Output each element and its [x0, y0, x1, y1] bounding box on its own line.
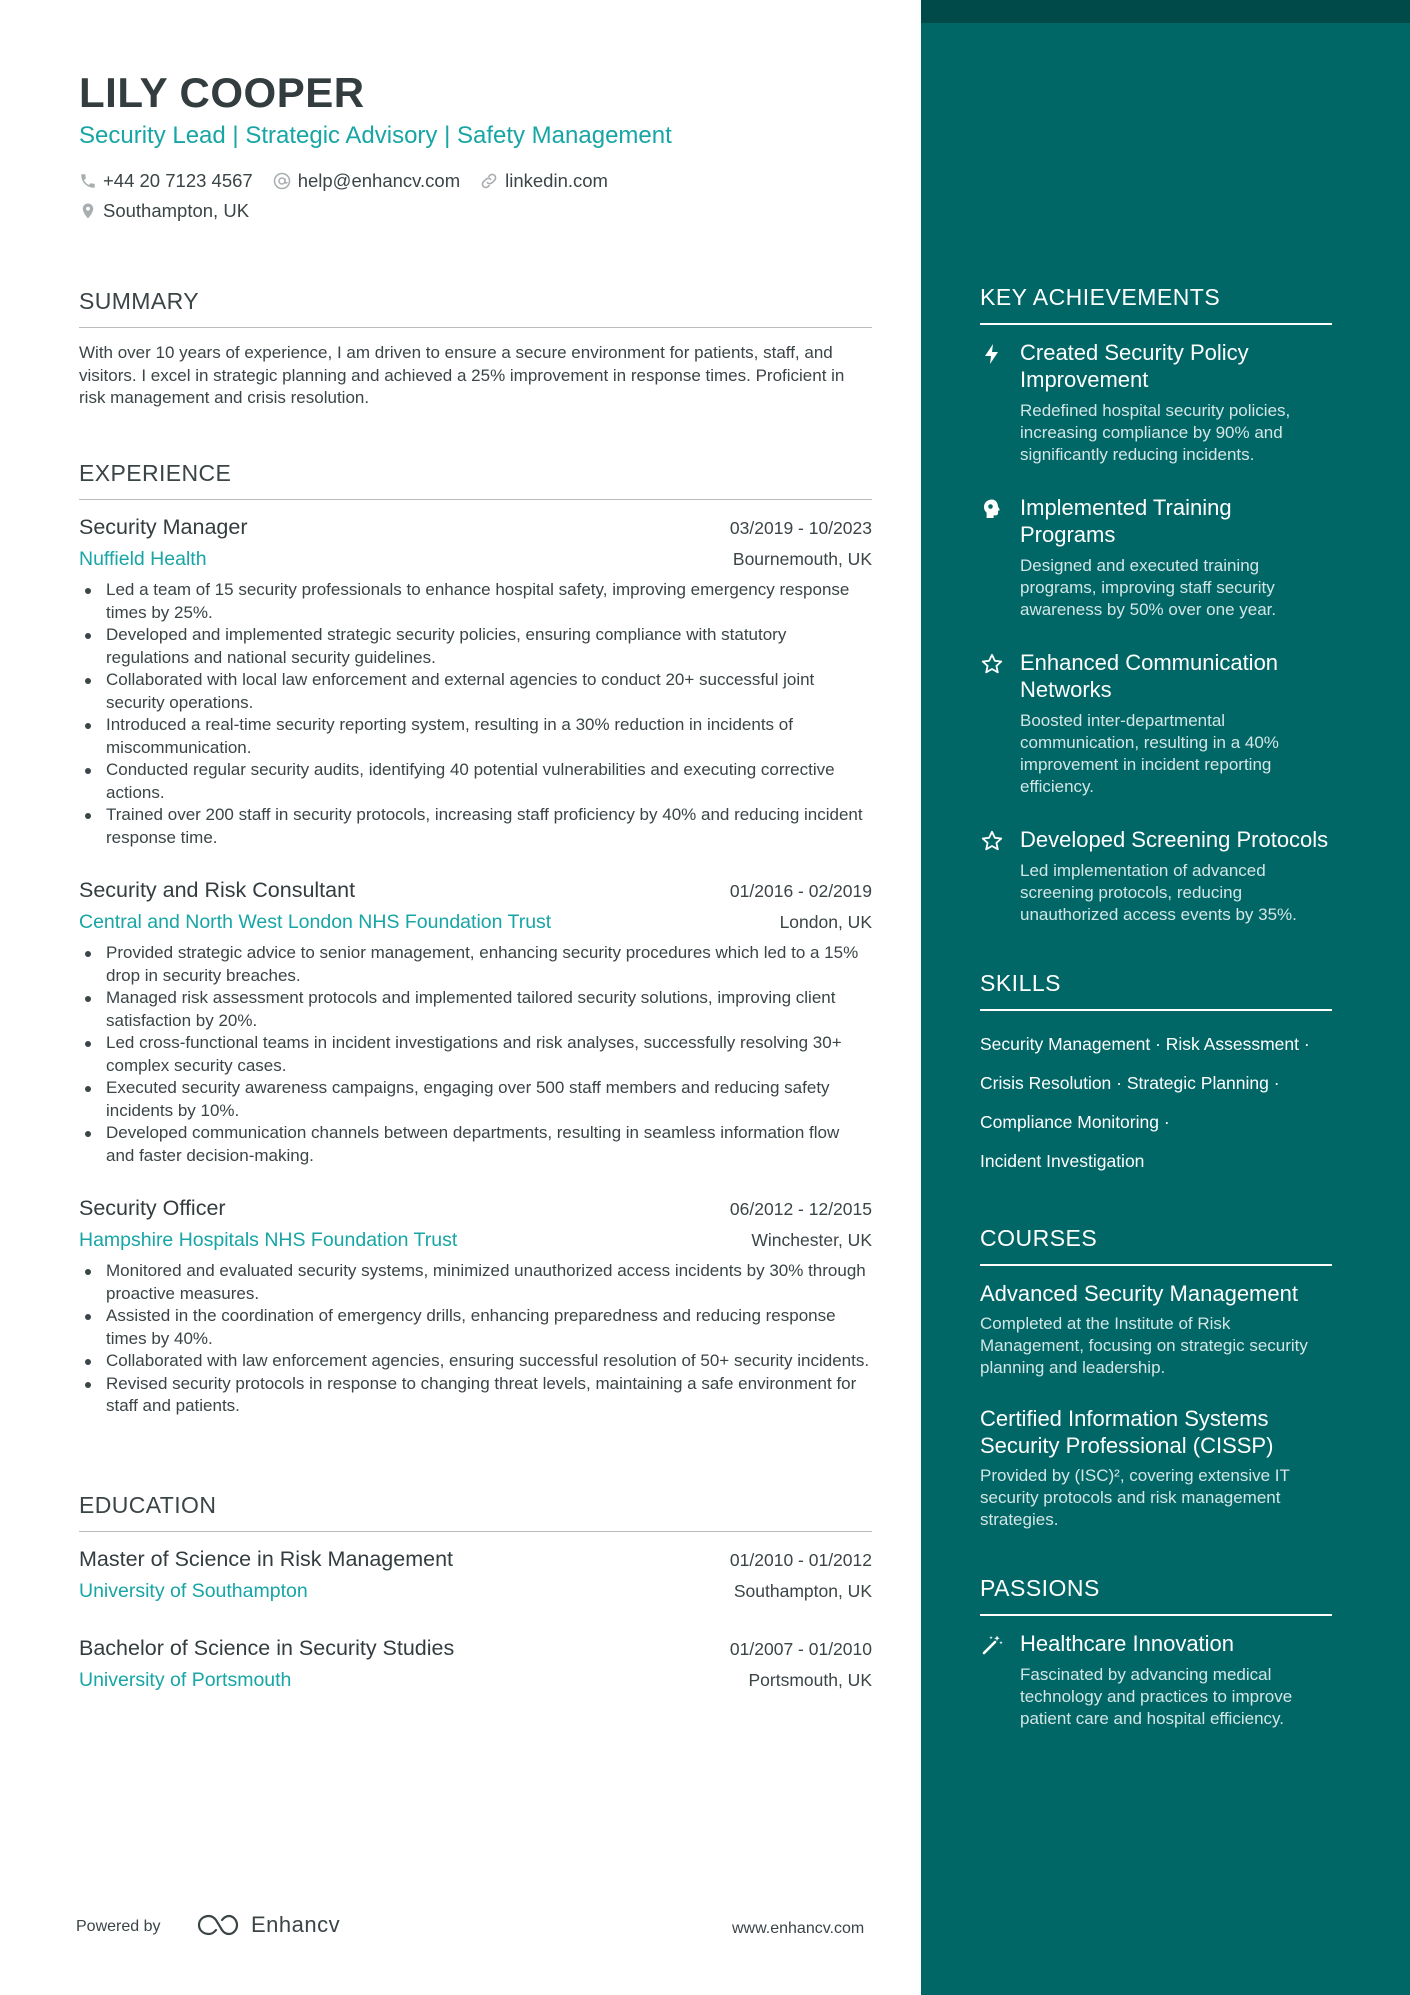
achievement-item — [980, 494, 1332, 621]
contact-email[interactable] — [272, 170, 460, 192]
bullet-item: Assisted in the coordination of emergency drills, enhancing preparedness and reducing response times by 40%. — [79, 1305, 872, 1350]
achievements-section — [980, 284, 1332, 926]
email-text[interactable]: help@enhancv.com — [297, 170, 461, 191]
lightning-icon — [980, 342, 1004, 366]
bullet-item: Executed security awareness campaigns, engaging over 500 staff members and reducing safety incidents by 10%. — [79, 1077, 872, 1122]
bullet-item: Provided strategic advice to senior management, enhancing security procedures which led to a 15% drop in security breaches. — [79, 942, 872, 987]
course-item — [980, 1405, 1332, 1531]
enhancv-logo[interactable] — [195, 1912, 340, 1938]
job-title: Security Manager — [79, 515, 248, 539]
footer-url[interactable]: www.enhancv.com — [732, 1920, 865, 1937]
course-item — [980, 1280, 1332, 1379]
summary-text: With over 10 years of experience, I am driven to ensure a secure environment for patients, staff, and visitors. I excel in strategic planning and achieved a 25% improvement in response times. Proficient in risk management and crisis resolution. — [79, 343, 845, 407]
job-dates: 01/2016 - 02/2019 — [729, 881, 872, 901]
education-heading: EDUCATION — [79, 1492, 872, 1532]
education-dates: 01/2007 - 01/2010 — [729, 1639, 872, 1659]
achievements-heading: KEY ACHIEVEMENTS — [980, 284, 1332, 325]
job-location: Bournemouth, UK — [732, 549, 872, 569]
sidebar — [921, 0, 1410, 1995]
job-bullets — [79, 579, 872, 849]
bullet-item: Introduced a real-time security reporting system, resulting in a 30% reduction in incidents of miscommunication. — [79, 714, 872, 759]
course-desc: Completed at the Institute of Risk Management, focusing on strategic security planning and leadership. — [980, 1314, 1308, 1377]
job-entry — [79, 1196, 872, 1418]
bullet-item: Monitored and evaluated security systems, minimized unauthorized access incidents by 30% through proactive measures. — [79, 1260, 872, 1305]
summary-heading: SUMMARY — [79, 288, 872, 328]
achievement-desc: Led implementation of advanced screening protocols, reducing unauthorized access events by 35%. — [1020, 861, 1297, 924]
star-icon — [980, 829, 1004, 853]
star-icon — [980, 652, 1004, 676]
school-name: University of Southampton — [79, 1580, 308, 1602]
job-company: Nuffield Health — [79, 548, 207, 570]
bullet-item: Collaborated with law enforcement agencies, ensuring successful resolution of 50+ security incidents. — [79, 1350, 872, 1373]
bullet-item: Revised security protocols in response to changing threat levels, maintaining a safe environment for staff and patients. — [79, 1373, 872, 1418]
achievement-item — [980, 826, 1332, 926]
location-text: Southampton, UK — [103, 200, 250, 221]
bullet-item: Conducted regular security audits, identifying 40 potential vulnerabilities and executing corrective actions. — [79, 759, 872, 804]
skills-line: Compliance Monitoring · — [980, 1112, 1170, 1132]
achievement-desc: Boosted inter-departmental communication, resulting in a 40% improvement in incident reporting efficiency. — [1020, 711, 1279, 796]
linkedin-text[interactable]: linkedin.com — [505, 170, 608, 191]
job-location: Winchester, UK — [751, 1230, 872, 1250]
bullet-item: Trained over 200 staff in security protocols, increasing staff proficiency by 40% and reducing incident response time. — [79, 804, 872, 849]
enhancv-logo-icon — [195, 1912, 241, 1938]
contact-phone — [79, 170, 253, 192]
job-company: Central and North West London NHS Foundation Trust — [79, 911, 552, 933]
job-title: Security and Risk Consultant — [79, 878, 356, 902]
skills-line: Incident Investigation — [980, 1151, 1145, 1171]
job-dates: 06/2012 - 12/2015 — [729, 1199, 872, 1219]
degree-title: Master of Science in Risk Management — [79, 1547, 454, 1571]
bullet-item: Led cross-functional teams in incident investigations and risk analyses, successfully resolving 30+ complex security cases. — [79, 1032, 872, 1077]
job-bullets — [79, 1260, 872, 1418]
bullet-item: Collaborated with local law enforcement and external agencies to conduct 20+ successful joint security operations. — [79, 669, 872, 714]
achievement-title: Enhanced Communication Networks — [1020, 650, 1279, 702]
brand-name: Enhancv — [251, 1912, 341, 1937]
experience-heading: EXPERIENCE — [79, 460, 872, 500]
skills-line: Security Management · Risk Assessment · — [980, 1034, 1310, 1054]
powered-by-label: Powered by — [76, 1918, 161, 1935]
job-title: Security Officer — [79, 1196, 226, 1220]
school-location: Southampton, UK — [733, 1581, 872, 1601]
course-title: Certified Information Systems Security Professional (CISSP) — [980, 1406, 1274, 1458]
passion-item — [980, 1630, 1332, 1730]
achievement-desc: Redefined hospital security policies, increasing compliance by 90% and significantly reducing incidents. — [1020, 401, 1291, 464]
job-entry — [79, 878, 872, 1167]
head-icon — [980, 497, 1004, 521]
contact-linkedin[interactable] — [479, 170, 608, 192]
contact-location — [79, 200, 249, 222]
achievement-title: Developed Screening Protocols — [1020, 827, 1329, 852]
skills-line: Crisis Resolution · Strategic Planning · — [980, 1073, 1280, 1093]
job-bullets — [79, 942, 872, 1167]
education-entry — [79, 1547, 872, 1603]
school-location: Portsmouth, UK — [748, 1670, 872, 1690]
passion-title: Healthcare Innovation — [1020, 1631, 1235, 1656]
job-location: London, UK — [779, 912, 872, 932]
bullet-item: Developed and implemented strategic security policies, ensuring compliance with statutory regulations and national security guidelines. — [79, 624, 872, 669]
passions-section — [980, 1575, 1332, 1730]
job-dates: 03/2019 - 10/2023 — [729, 518, 872, 538]
courses-heading: COURSES — [980, 1225, 1332, 1266]
passions-heading: PASSIONS — [980, 1575, 1332, 1616]
education-dates: 01/2010 - 01/2012 — [729, 1550, 872, 1570]
achievement-title: Implemented Training Programs — [1020, 495, 1232, 547]
degree-title: Bachelor of Science in Security Studies — [79, 1636, 455, 1660]
job-company: Hampshire Hospitals NHS Foundation Trust — [79, 1229, 458, 1251]
phone-icon — [79, 172, 97, 190]
achievement-item — [980, 649, 1332, 798]
link-icon — [479, 171, 499, 191]
bullet-item: Led a team of 15 security professionals to enhance hospital safety, improving emergency response times by 25%. — [79, 579, 872, 624]
school-name: University of Portsmouth — [79, 1669, 292, 1691]
course-title: Advanced Security Management — [980, 1281, 1298, 1306]
location-row — [79, 200, 268, 222]
at-icon — [272, 171, 292, 191]
passion-desc: Fascinated by advancing medical technology and practices to improve patient care and hospital efficiency. — [1020, 1665, 1293, 1728]
job-entry — [79, 515, 872, 849]
achievement-desc: Designed and executed training programs, improving staff security awareness by 50% over one year. — [1020, 556, 1277, 619]
bullet-item: Developed communication channels between departments, resulting in seamless information flow and faster decision-making. — [79, 1122, 872, 1167]
course-desc: Provided by (ISC)², covering extensive IT security protocols and risk management strategies. — [980, 1466, 1290, 1529]
bullet-item: Managed risk assessment protocols and implemented tailored security solutions, improving client satisfaction by 20%. — [79, 987, 872, 1032]
sidebar-top-bar — [921, 0, 1410, 23]
achievement-title: Created Security Policy Improvement — [1020, 340, 1249, 392]
headline: Security Lead | Strategic Advisory | Safety Management — [79, 122, 672, 149]
phone-text: +44 20 7123 4567 — [103, 170, 253, 191]
contact-row — [79, 170, 627, 192]
magic-wand-icon — [980, 1633, 1004, 1657]
education-entry — [79, 1636, 872, 1692]
skills-heading: SKILLS — [980, 970, 1332, 1011]
achievement-item — [980, 339, 1332, 466]
courses-section — [980, 1225, 1332, 1531]
candidate-name: LILY COOPER — [79, 69, 365, 116]
skills-section — [980, 970, 1332, 1181]
location-pin-icon — [79, 201, 97, 221]
